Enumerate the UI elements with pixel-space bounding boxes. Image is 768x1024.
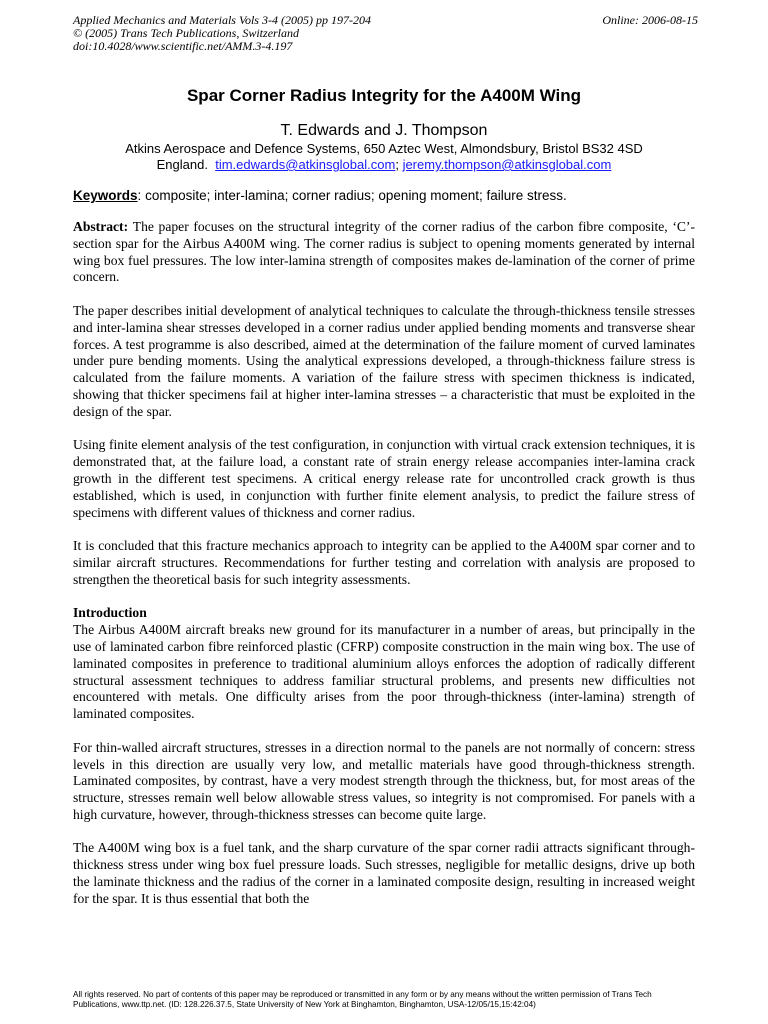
abstract-text-1: The paper focuses on the structural integrity of the corner radius of the carbon fibre composite, ‘C’-section spar for the Airbus A400M wing. The corner radius is subject to opening moments generated by internal wing box fuel pressures. The low inter-lamina strength of composites makes de-lamination of the corner of prime concern. bbox=[73, 219, 695, 285]
affiliation-contact bbox=[73, 157, 695, 173]
journal-header bbox=[73, 14, 371, 53]
introduction-paragraph-3: The A400M wing box is a fuel tank, and the sharp curvature of the spar corner radii attracts significant through-thickness stress under wing box fuel pressure loads. Such stresses, negligible for metallic designs, drive up both the laminate thickness and the radius of the corner in a laminated composite design, resulting in increased weight for the spar. It is thus essential that both the bbox=[73, 840, 695, 906]
email-separator: ; bbox=[395, 157, 399, 172]
introduction-paragraph-1: The Airbus A400M aircraft breaks new ground for its manufacturer in a number of areas, but principally in the use of laminated carbon fibre reinforced plastic (CFRP) composite construction in the main wing box. The use of laminated composites in preference to traditional aluminium alloys enforces the adoption of radically different structural assessment techniques to address familiar structural problems, and presents new difficulties not encountered with metals. One difficulty arises from the poor through-thickness (inter-lamina) strength of laminated composites. bbox=[73, 622, 695, 722]
copyright-line: © (2005) Trans Tech Publications, Switzerland bbox=[73, 26, 300, 40]
keywords-line bbox=[73, 188, 567, 203]
email-link-thompson[interactable]: jeremy.thompson@atkinsglobal.com bbox=[402, 157, 612, 172]
journal-citation: Applied Mechanics and Materials Vols 3-4 (2005) pp 197-204 bbox=[73, 13, 371, 27]
email-link-edwards[interactable]: tim.edwards@atkinsglobal.com bbox=[215, 157, 396, 172]
affiliation-country: England. bbox=[156, 157, 208, 172]
affiliation-address: Atkins Aerospace and Defence Systems, 650 Aztec West, Almondsbury, Bristol BS32 4SD bbox=[125, 141, 643, 156]
abstract-paragraph-2: The paper describes initial development of analytical techniques to calculate the through-thickness tensile stresses and inter-lamina shear stresses developed in a corner radius under applied bending moments and transverse shear forces. A test programme is also described, aimed at the determination of the failure moment of curved laminates under pure bending moments. Using the analytical expressions developed, a through-thickness failure stress is calculated from the failure moments. A variation of the failure stress with specimen thickness is indicated, showing that thicker specimens fail at higher inter-lamina stresses – a characteristic that must be exploited in the design of the spar. bbox=[73, 302, 695, 419]
abstract-paragraph-1 bbox=[73, 219, 695, 286]
keywords-text: composite; inter-lamina; corner radius; opening moment; failure stress. bbox=[145, 188, 567, 203]
abstract-label: Abstract: bbox=[73, 219, 129, 234]
abstract-paragraph-4: It is concluded that this fracture mechanics approach to integrity can be applied to the A400M spar corner and to similar aircraft structures. Recommendations for further testing and correlation with analysis are proposed to strengthen the theoretical basis for such integrity assessments. bbox=[73, 538, 695, 587]
paper-title: Spar Corner Radius Integrity for the A400M Wing bbox=[186, 86, 582, 105]
paper-authors: T. Edwards and J. Thompson bbox=[280, 122, 488, 139]
keywords-colon: : bbox=[137, 188, 142, 203]
author-affiliation bbox=[73, 141, 695, 173]
online-date: Online: 2006-08-15 bbox=[602, 13, 698, 27]
keywords-label: Keywords bbox=[73, 188, 138, 203]
paper-body bbox=[73, 219, 695, 908]
copyright-footer: All rights reserved. No part of contents of this paper may be reproduced or transmitted in any form or by any means without the written permission of Trans Tech Publications, www.ttp.net. (ID: 128.226.37.5, State University of New York at Binghamton, Binghamton, USA-12/05/15,15:42:04) bbox=[73, 990, 652, 1009]
doi-line: doi:10.4028/www.scientific.net/AMM.3-4.197 bbox=[73, 39, 293, 53]
introduction-paragraph-2: For thin-walled aircraft structures, stresses in a direction normal to the panels are not normally of concern: stress levels in this direction are usually very low, and metallic materials have good through-thickness strength. Laminated composites, by contrast, have a very modest strength through the thickness, but, for most areas of the structure, stresses remain well below allowable stress values, so integrity is not compromised. For panels with a high curvature, however, through-thickness stresses can become quite large. bbox=[73, 739, 695, 822]
introduction-heading: Introduction bbox=[73, 605, 147, 621]
abstract-paragraph-3: Using finite element analysis of the test configuration, in conjunction with virtual crack extension techniques, it is demonstrated that, at the failure load, a constant rate of strain energy release accompanies inter-lamina crack growth in the different test specimens. A critical energy release rate for uncontrolled crack growth is thus established, which is used, in conjunction with further finite element analysis, to predict the failure stress of specimens with different values of thickness and corner radius. bbox=[73, 437, 695, 520]
